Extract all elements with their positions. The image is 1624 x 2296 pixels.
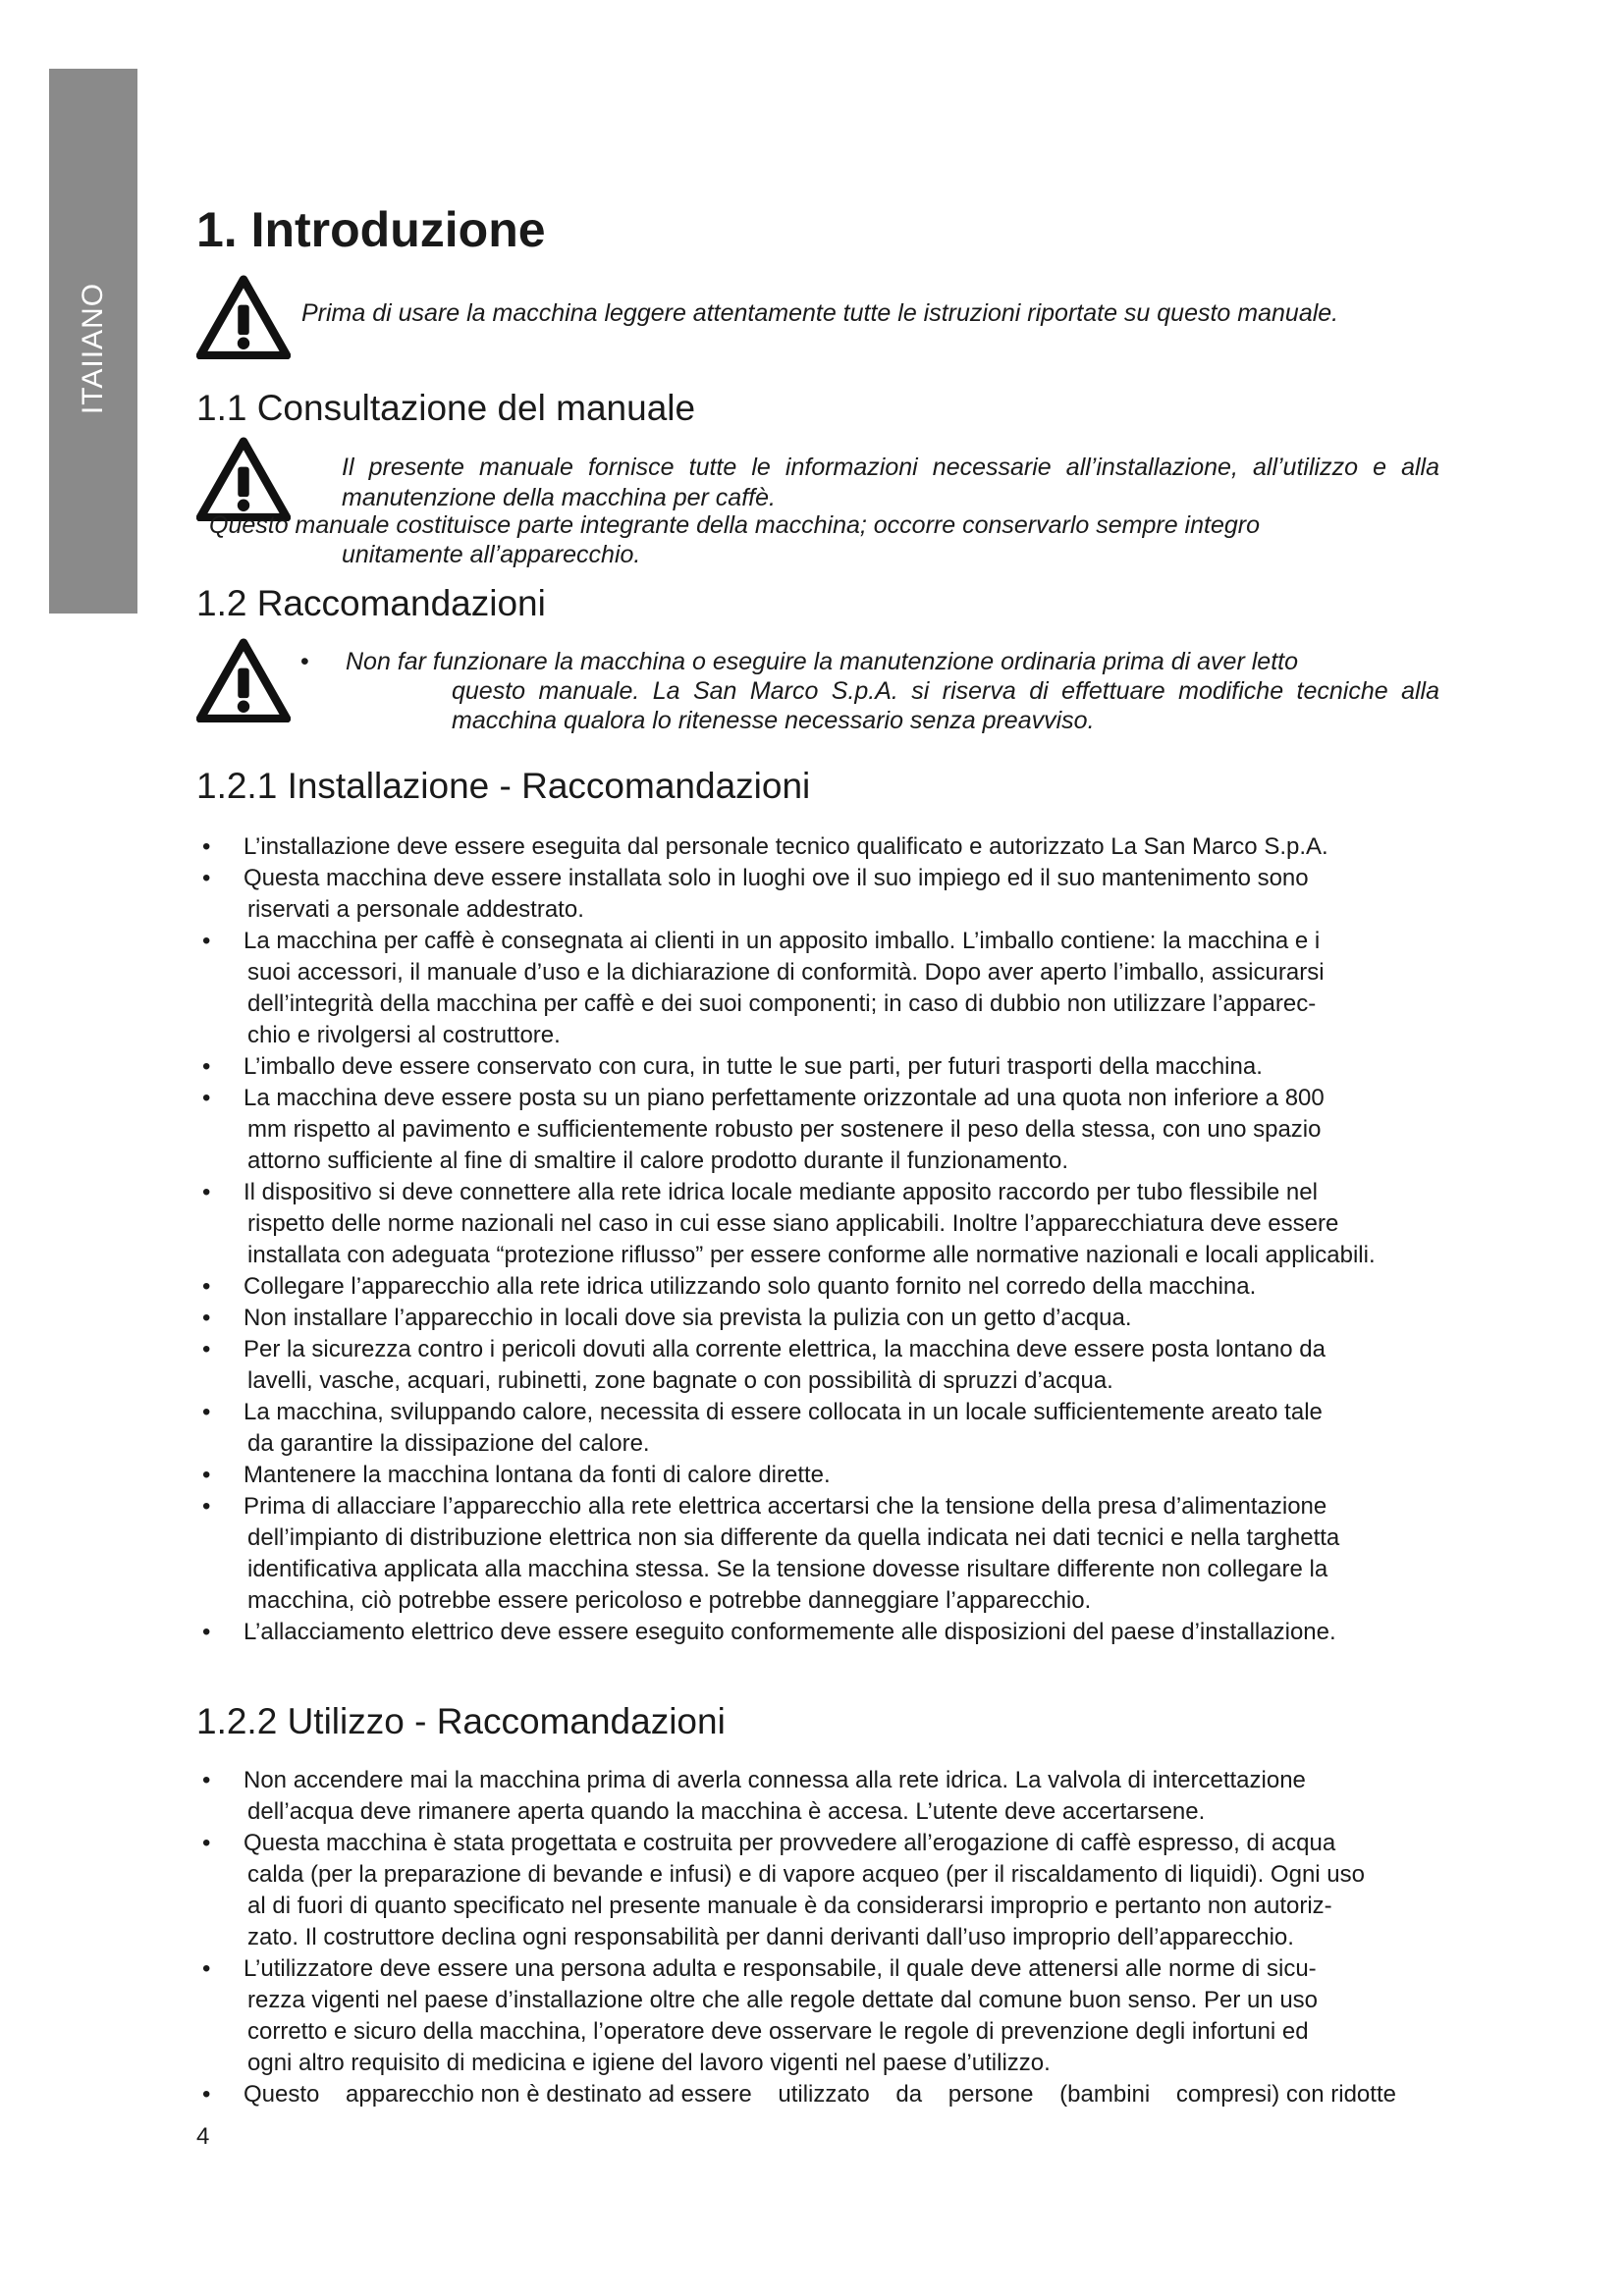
list-item: • Questo apparecchio non è destinato ad essere utilizzato da persone (bambini compresi) con ridotte [196, 2079, 1453, 2110]
section-1-1-line: Il presente manuale fornisce tutte le informazioni necessarie all’installazione, all’utilizzo e alla [342, 454, 1439, 481]
section-1-2-1-heading: 1.2.1 Installazione - Raccomandazioni [196, 766, 811, 806]
warning-triangle-icon [196, 437, 291, 521]
list-item: • Questa macchina deve essere installata solo in luoghi ove il suo impiego ed il suo mantenimento sono riservati a personale addestrato. [196, 863, 1453, 926]
list-item: • L’installazione deve essere eseguita dal personale tecnico qualificato e autorizzato La San Marco S.p.A. [196, 831, 1453, 863]
page-title: 1. Introduzione [196, 202, 546, 257]
list-item: • Prima di allacciare l’apparecchio alla rete elettrica accertarsi che la tensione della presa d’alimentazione dell’impianto di distribuzione elettrica non sia differente da quella indicata nei dati tecnici e nella targhetta identificativa applicata alla macchina stessa. Se la tensione dovesse risultare differente non collegare la macchina, ciò potrebbe essere pericoloso e potrebbe danneggiare l’apparecchio. [196, 1491, 1453, 1617]
list-item: • L’imballo deve essere conservato con cura, in tutte le sue parti, per futuri trasporti della macchina. [196, 1051, 1453, 1083]
section-1-2-2-heading: 1.2.2 Utilizzo - Raccomandazioni [196, 1701, 726, 1741]
list-item: • La macchina, sviluppando calore, necessita di essere collocata in un locale sufficientemente areato tale da garantire la dissipazione del calore. [196, 1397, 1453, 1460]
list-item: • Non installare l’apparecchio in locali dove sia prevista la pulizia con un getto d’acqua. [196, 1303, 1453, 1334]
section-1-2-heading: 1.2 Raccomandazioni [196, 583, 546, 623]
list-item: • Il dispositivo si deve connettere alla rete idrica locale mediante apposito raccordo per tubo flessibile nel rispetto delle norme nazionali nel caso in cui esse siano applicabili. Inoltre l’apparecchiatura deve essere installata con adeguata “protezione riflusso” per essere conforme alle normative nazionali e locali applicabili. [196, 1177, 1453, 1271]
section-1-2-line: Non far funzionare la macchina o eseguire la manutenzione ordinaria prima di aver letto [346, 648, 1298, 675]
usage-recommendations-list [196, 1765, 1453, 2110]
section-1-2-line: questo manuale. La San Marco S.p.A. si riserva di effettuare modifiche tecniche alla [452, 677, 1439, 705]
list-item: • L’allacciamento elettrico deve essere eseguito conformemente alle disposizioni del paese d’installazione. [196, 1617, 1453, 1648]
list-item: • Non accendere mai la macchina prima di averla connessa alla rete idrica. La valvola di intercettazione dell’acqua deve rimanere aperta quando la macchina è accesa. L’utente deve accertarsene. [196, 1765, 1453, 1828]
bullet-dot: • [300, 648, 309, 675]
section-1-1-line: Questo manuale costituisce parte integrante della macchina; occorre conservarlo sempre integro [209, 511, 1260, 539]
section-1-1-heading: 1.1 Consultazione del manuale [196, 388, 696, 428]
page-number: 4 [196, 2123, 210, 2150]
section-1-1-line: unitamente all’apparecchio. [342, 541, 641, 568]
list-item: • Collegare l’apparecchio alla rete idrica utilizzando solo quanto fornito nel corredo della macchina. [196, 1271, 1453, 1303]
list-item: • Per la sicurezza contro i pericoli dovuti alla corrente elettrica, la macchina deve essere posta lontano da lavelli, vasche, acquari, rubinetti, zone bagnate o con possibilità di spruzzi d’acqua. [196, 1334, 1453, 1397]
list-item: • La macchina per caffè è consegnata ai clienti in un apposito imballo. L’imballo contiene: la macchina e i suoi accessori, il manuale d’uso e la dichiarazione di conformità. Dopo aver aperto l’imballo, assicurarsi dell’integrità della macchina per caffè e dei suoi componenti; in caso di dubbio non utilizzare l’apparec- chio e rivolgersi al costruttore. [196, 926, 1453, 1051]
warning-triangle-icon [196, 275, 291, 359]
intro-warning-text: Prima di usare la macchina leggere attentamente tutte le istruzioni riportate su questo manuale. [301, 299, 1339, 327]
list-item: • Questa macchina è stata progettata e costruita per provvedere all’erogazione di caffè espresso, di acqua calda (per la preparazione di bevande e infusi) e di vapore acqueo (per il riscaldamento di liquidi). Ogni uso al di fuori di quanto specificato nel presente manuale è da considerarsi improprio e pertanto non autoriz- zato. Il costruttore declina ogni responsabilità per danni derivanti dall’uso improprio dell’apparecchio. [196, 1828, 1453, 1953]
warning-triangle-icon [196, 638, 291, 722]
section-1-2-line: macchina qualora lo ritenesse necessario senza preavviso. [452, 707, 1095, 734]
list-item: • La macchina deve essere posta su un piano perfettamente orizzontale ad una quota non inferiore a 800 mm rispetto al pavimento e sufficientemente robusto per sostenere il peso della stessa, con uno spazio attorno sufficiente al fine di smaltire il calore prodotto durante il funzionamento. [196, 1083, 1453, 1177]
list-item: • L’utilizzatore deve essere una persona adulta e responsabile, il quale deve attenersi alle norme di sicu- rezza vigenti nel paese d’installazione oltre che alle regole dettate dal comune buon senso. Per un uso corretto e sicuro della macchina, l’operatore deve osservare le regole di prevenzione degli infortuni ed ogni altro requisito di medicina e igiene del lavoro vigenti nel paese d’utilizzo. [196, 1953, 1453, 2079]
language-side-tab-label: ITAIIANO [77, 282, 109, 415]
section-1-1-line: manutenzione della macchina per caffè. [342, 484, 776, 511]
installation-recommendations-list [196, 831, 1453, 1648]
list-item: • Mantenere la macchina lontana da fonti di calore dirette. [196, 1460, 1453, 1491]
